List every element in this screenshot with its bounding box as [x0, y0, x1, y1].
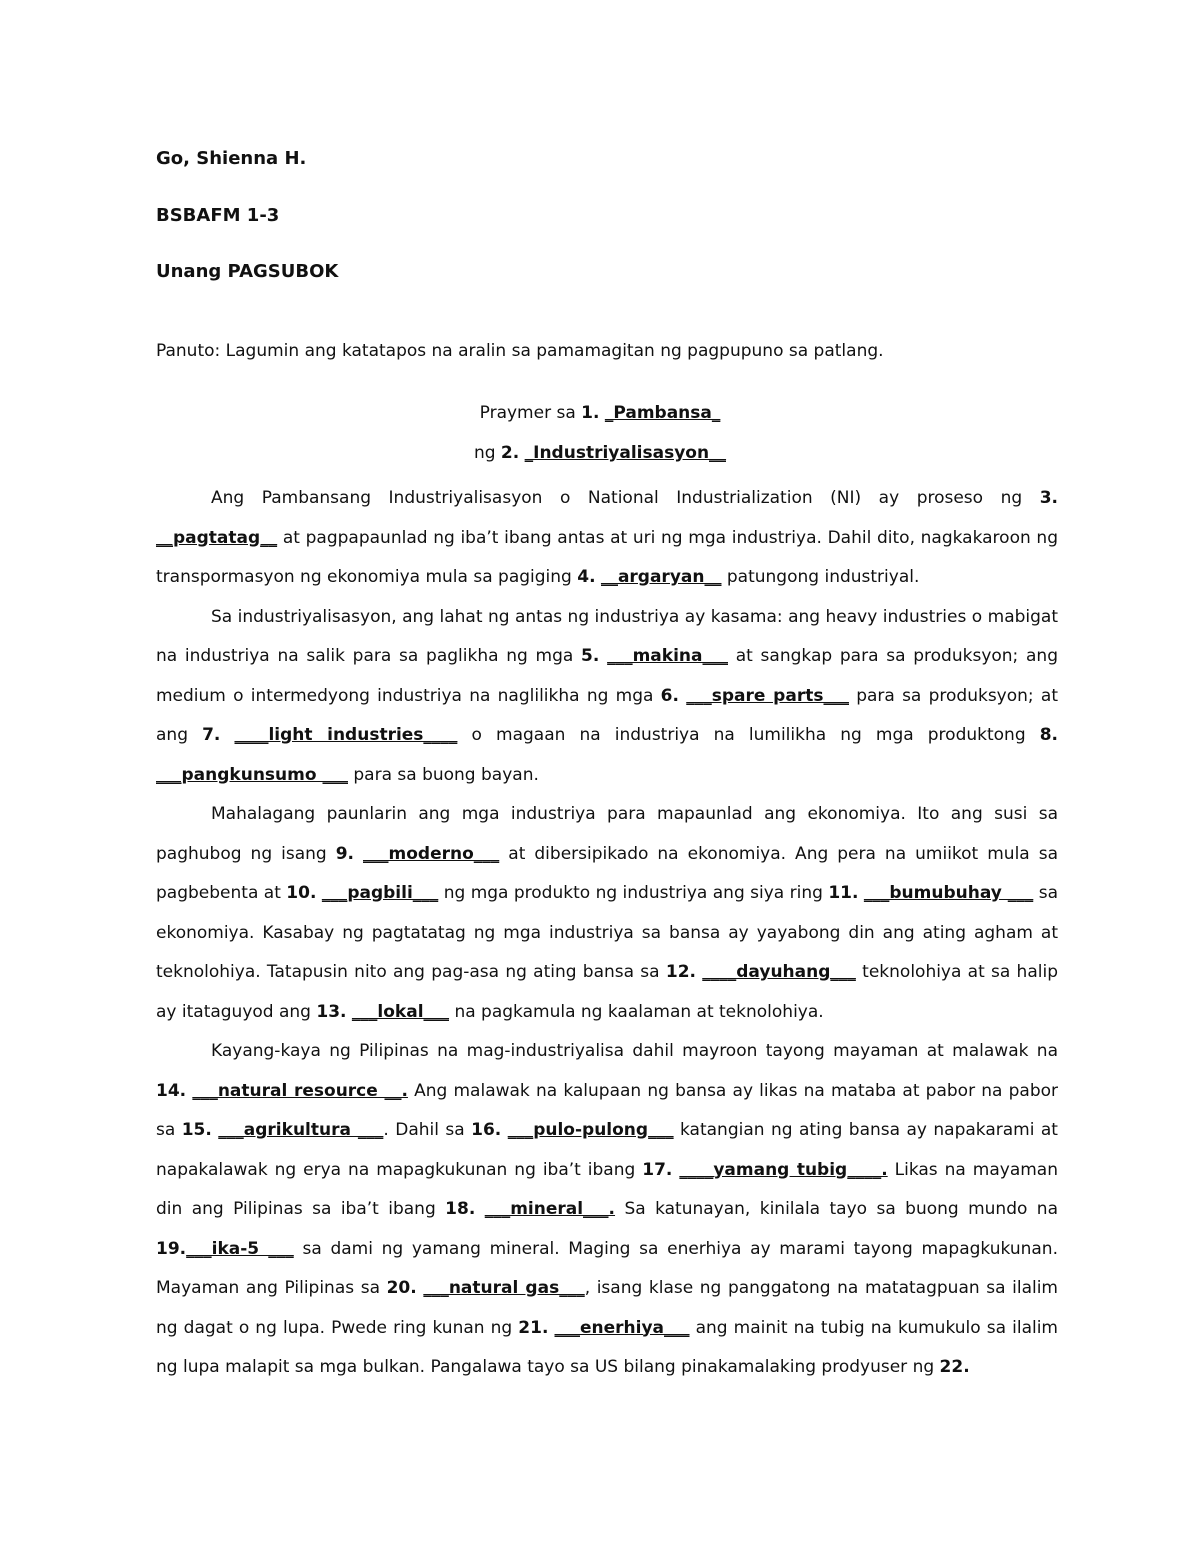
item-number: 8.	[1039, 725, 1058, 745]
item-number: 7.	[202, 725, 221, 745]
paragraph-1: Ang Pambansang Industriyalisasyon o National Industrialization (NI) ay proseso ng 3. __pagtatag__ at pagpapaunlad ng iba’t ibang antas at uri ng mga industriya. Dahil dito, nagkakaroon ng transpormasyon ng ekonomiya mula sa pagiging 4. __argaryan__ patungong industriyal.	[156, 488, 1058, 587]
filled-answer: ___mineral___.	[484, 1199, 616, 1219]
item-number: 20.	[386, 1278, 417, 1298]
filled-answer: __argaryan__	[600, 567, 722, 587]
filled-answer: ____yamang tubig____.	[679, 1159, 888, 1180]
title-line-2: ng 2. _Industriyalisasyon__	[473, 443, 727, 463]
item-number: 6.	[660, 685, 679, 706]
paragraph-4: Kayang-kaya ng Pilipinas na mag-industriyalisa dahil mayroon tayong mayaman at malawak na 14. ___natural resource __. Ang malawak na kalupaan ng bansa ay likas na mataba at pabor na pabor sa 15. ___agrikultura ___. Dahil sa 16. ___pulo-pulong___ katangian ng ating bansa ay napakarami at napakalawak ng erya na mapagkukunan ng iba’t ibang 17. ____yamang tubig____. Likas na mayaman din ang Pilipinas sa iba’t ibang 18. ___mineral___. Sa katunayan, kinilala tayo sa buong mundo na 19.___ika-5 ___ sa dami ng yamang mineral. Maging sa enerhiya ay marami tayong mapagkukunan. Mayaman ang Pilipinas sa 20. ___natural gas___, isang klase ng panggatong na matatagpuan sa ilalim ng dagat o ng lupa. Pwede ring kunan ng 21. ___enerhiya___ ang mainit na tubig na kumukulo sa ilalim ng lupa malapit sa mga bulkan. Pangalawa tayo sa US bilang pinakamalaking prodyuser ng 22.	[156, 1041, 1059, 1377]
filled-answer: ___ika-5 ___	[186, 1238, 294, 1259]
quiz-title: Unang PAGSUBOK	[156, 261, 339, 282]
filled-answer: _Industriyalisasyon__	[524, 443, 727, 463]
filled-answer: ____light industries____	[234, 725, 458, 745]
item-number: 19.	[156, 1238, 187, 1259]
student-course: BSBAFM 1-3	[156, 205, 280, 226]
item-number: 13.	[316, 1001, 347, 1022]
item-number: 3.	[1039, 488, 1058, 508]
paragraph-2: Sa industriyalisasyon, ang lahat ng antas ng industriya ay kasama: ang heavy industries o mabigat na industriya na salik para sa paglikha ng mga 5. ___makina___ at sangkap para sa produksyon; ang medium o intermedyong industriya na naglilikha ng mga 6. ___spare parts___ para sa produksyon; at ang 7. ____light industries____ o magaan na industriya na lumilikha ng mga produktong 8. ___pangkunsumo ___ para sa buong bayan.	[156, 606, 1058, 785]
filled-answer: ___bumubuhay ___	[863, 883, 1034, 903]
item-number: 14.	[156, 1080, 187, 1101]
paragraph-3: Mahalagang paunlarin ang mga industriya para mapaunlad ang ekonomiya. Ito ang susi sa paghubog ng isang 9. ___moderno___ at dibersipikado na ekonomiya. Ang pera na umiikot mula sa pagbebenta at 10. ___pagbili___ ng mga produkto ng industriya ang siya ring 11. ___bumubuhay ___ sa ekonomiya. Kasabay ng pagtatatag ng mga industriya sa bansa ay yayabong din ang ating agham at teknolohiya. Tatapusin nito ang pag-asa ng ating bansa sa 12. ____dayuhang___ teknolohiya at sa halip ay itataguyod ang 13. ___lokal___ na pagkamula ng kaalaman at teknolohiya.	[156, 804, 1059, 1022]
filled-answer: ___natural resource __.	[192, 1080, 408, 1101]
item-number: 18.	[445, 1199, 476, 1219]
item-number: 22.	[939, 1357, 970, 1377]
item-number: 1.	[581, 403, 600, 423]
item-number: 17.	[642, 1159, 673, 1180]
item-number: 5.	[581, 646, 600, 666]
item-number: 2.	[500, 443, 520, 463]
item-number: 21.	[518, 1317, 549, 1338]
filled-answer: ___lokal___	[351, 1001, 450, 1022]
filled-answer: ___moderno___	[363, 843, 500, 864]
filled-answer: ___pagbili___	[321, 883, 439, 903]
filled-answer: ___pangkunsumo ___	[156, 764, 348, 785]
filled-answer: ___spare parts___	[686, 685, 849, 706]
filled-answer: __pagtatag__	[156, 527, 278, 548]
filled-answer: ___agrikultura ___	[218, 1120, 384, 1140]
item-number: 10.	[286, 883, 317, 903]
item-number: 12.	[665, 962, 696, 982]
filled-answer: ___enerhiya___	[554, 1317, 690, 1338]
filled-answer: _Pambansa_	[604, 403, 721, 423]
body-text	[156, 479, 1058, 1388]
item-number: 4.	[577, 567, 596, 587]
item-number: 9.	[335, 843, 354, 864]
filled-answer: ___makina___	[607, 646, 728, 666]
filled-answer: ___pulo-pulong___	[507, 1120, 674, 1140]
item-number: 15.	[181, 1120, 212, 1140]
item-number: 11.	[828, 883, 859, 903]
item-number: 16.	[471, 1120, 502, 1140]
filled-answer: ___natural gas___	[423, 1278, 585, 1298]
instruction-text: Panuto: Lagumin ang katatapos na aralin sa pamamagitan ng pagpupuno sa patlang.	[156, 341, 884, 361]
student-name: Go, Shienna H.	[156, 148, 307, 169]
filled-answer: ____dayuhang___	[702, 962, 856, 982]
title-line-1: Praymer sa 1. _Pambansa_	[479, 403, 721, 423]
